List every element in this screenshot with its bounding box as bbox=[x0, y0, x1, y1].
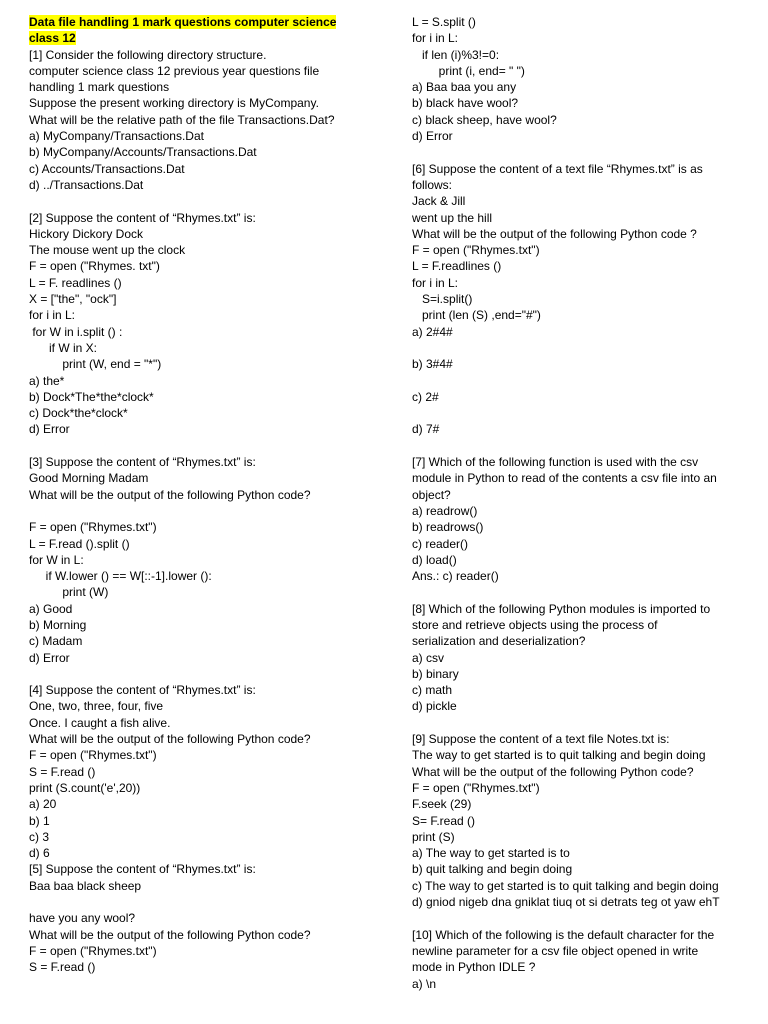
left-column-line: d) 6 bbox=[29, 846, 50, 861]
left-column-line: for W in i.split () : bbox=[29, 324, 123, 339]
left-column-line: c) Accounts/Transactions.Dat bbox=[29, 161, 185, 176]
left-column-line: What will be the relative path of the file Transactions.Dat? bbox=[29, 112, 335, 127]
right-column-line: [7] Which of the following function is used with the csv bbox=[412, 455, 699, 470]
right-column-line bbox=[412, 438, 757, 454]
right-column-line: F.seek (29) bbox=[412, 797, 472, 812]
left-column-line: have you any wool? bbox=[29, 911, 136, 926]
left-column-line: d) Error bbox=[29, 650, 70, 665]
left-column-line: a) MyCompany/Transactions.Dat bbox=[29, 129, 204, 144]
left-column-line: S = F.read () bbox=[29, 764, 96, 779]
right-column-line: object? bbox=[412, 487, 451, 502]
left-column-line: print (W, end = "*") bbox=[29, 357, 162, 372]
left-column-line: L = F. readlines () bbox=[29, 275, 122, 290]
right-column-line: b) black have wool? bbox=[412, 96, 519, 111]
left-column-line bbox=[29, 666, 379, 682]
right-column-line: store and retrieve objects using the process of bbox=[412, 617, 658, 632]
left-column-line: What will be the output of the following Python code? bbox=[29, 487, 311, 502]
right-column-line: went up the hill bbox=[412, 210, 493, 225]
left-column-line: b) Dock*The*the*clock* bbox=[29, 389, 154, 404]
right-column-line: a) 2#4# bbox=[412, 324, 453, 339]
right-column-line: for i in L: bbox=[412, 31, 459, 46]
right-column-line: a) The way to get started is to bbox=[412, 846, 570, 861]
left-column-line: [1] Consider the following directory structure. bbox=[29, 47, 267, 62]
left-column-line: F = open ("Rhymes. txt") bbox=[29, 259, 160, 274]
left-column-line bbox=[29, 438, 379, 454]
right-column-line bbox=[412, 910, 757, 926]
left-column-line: d) ../Transactions.Dat bbox=[29, 177, 144, 192]
left-column-line: F = open ("Rhymes.txt") bbox=[29, 748, 157, 763]
right-column-line: L = S.split () bbox=[412, 15, 476, 29]
right-column-line bbox=[412, 340, 757, 356]
right-column-line: d) gniod nigeb dna gniklat tiuq ot si detrats teg ot yaw ehT bbox=[412, 895, 720, 910]
left-lines bbox=[29, 47, 379, 976]
page-title: Data file handling 1 mark questions computer science class 12 bbox=[29, 15, 337, 46]
left-column-line: The mouse went up the clock bbox=[29, 243, 186, 258]
left-column-line: Hickory Dickory Dock bbox=[29, 226, 144, 241]
left-column-line: c) Madam bbox=[29, 634, 83, 649]
right-column-line: c) black sheep, have wool? bbox=[412, 112, 557, 127]
right-column-line: a) \n bbox=[412, 976, 437, 991]
left-column-line: What will be the output of the following Python code? bbox=[29, 927, 311, 942]
right-column-line: b) quit talking and begin doing bbox=[412, 862, 573, 877]
right-column-line: if len (i)%3!=0: bbox=[412, 47, 500, 62]
right-column-line: The way to get started is to quit talking and begin doing bbox=[412, 748, 706, 763]
right-column bbox=[412, 14, 757, 992]
left-column-line bbox=[29, 193, 379, 209]
left-column-line: X = ["the", "ock"] bbox=[29, 292, 117, 307]
left-column-line: a) 20 bbox=[29, 797, 57, 812]
left-column-line: c) 3 bbox=[29, 829, 50, 844]
right-column-line: [9] Suppose the content of a text file Notes.txt is: bbox=[412, 732, 670, 747]
left-column-line: c) Dock*the*clock* bbox=[29, 406, 128, 421]
right-column-line: F = open ("Rhymes.txt") bbox=[412, 780, 540, 795]
right-column-line bbox=[412, 144, 757, 160]
right-column-line bbox=[412, 405, 757, 421]
right-column-line: mode in Python IDLE ? bbox=[412, 960, 536, 975]
right-column-line: for i in L: bbox=[412, 275, 459, 290]
right-column-line: [6] Suppose the content of a text file “Rhymes.txt” is as bbox=[412, 161, 703, 176]
left-column-line: Once. I caught a fish alive. bbox=[29, 715, 171, 730]
left-column-line: b) MyCompany/Accounts/Transactions.Dat bbox=[29, 145, 257, 160]
left-column-line bbox=[29, 894, 379, 910]
left-column-line bbox=[29, 503, 379, 519]
title-wrap bbox=[29, 14, 359, 47]
right-column-line: F = open ("Rhymes.txt") bbox=[412, 243, 540, 258]
right-column-line: serialization and deserialization? bbox=[412, 634, 586, 649]
right-column-line: b) binary bbox=[412, 666, 459, 681]
right-column-line: c) math bbox=[412, 683, 453, 698]
left-column-line: F = open ("Rhymes.txt") bbox=[29, 520, 157, 535]
right-column-line: d) 7# bbox=[412, 422, 440, 437]
right-column-line: c) 2# bbox=[412, 389, 439, 404]
left-column-line: S = F.read () bbox=[29, 960, 96, 975]
right-column-line: module in Python to read of the contents a csv file into an bbox=[412, 471, 717, 486]
right-column-line bbox=[412, 584, 757, 600]
right-column-line: d) Error bbox=[412, 129, 453, 144]
right-column-line: newline parameter for a csv file object opened in write bbox=[412, 943, 699, 958]
right-column-line bbox=[412, 373, 757, 389]
right-lines bbox=[412, 14, 757, 992]
left-column-line: if W in X: bbox=[29, 340, 98, 355]
right-column-line: S=i.split() bbox=[412, 292, 473, 307]
left-column-line: if W.lower () == W[::-1].lower (): bbox=[29, 569, 212, 584]
left-column-line: for i in L: bbox=[29, 308, 76, 323]
left-column-line: a) the* bbox=[29, 373, 65, 388]
left-column-line: Good Morning Madam bbox=[29, 471, 149, 486]
right-column-line: b) 3#4# bbox=[412, 357, 453, 372]
left-column-line: b) 1 bbox=[29, 813, 50, 828]
left-column-line: What will be the output of the following Python code? bbox=[29, 732, 311, 747]
left-column-line: for W in L: bbox=[29, 552, 84, 567]
right-column-line: a) csv bbox=[412, 650, 445, 665]
left-column-line: One, two, three, four, five bbox=[29, 699, 164, 714]
right-column-line: What will be the output of the following Python code? bbox=[412, 764, 694, 779]
left-column-line: [2] Suppose the content of “Rhymes.txt” is: bbox=[29, 210, 256, 225]
right-column-line: L = F.readlines () bbox=[412, 259, 502, 274]
right-column-line: [10] Which of the following is the default character for the bbox=[412, 927, 715, 942]
right-column-line: S= F.read () bbox=[412, 813, 476, 828]
left-column-line: F = open ("Rhymes.txt") bbox=[29, 943, 157, 958]
left-column-line: handling 1 mark questions bbox=[29, 80, 170, 95]
left-column-line: computer science class 12 previous year questions file bbox=[29, 63, 320, 78]
left-column-line: [3] Suppose the content of “Rhymes.txt” is: bbox=[29, 455, 256, 470]
left-column-line: b) Morning bbox=[29, 617, 87, 632]
left-column-line: print (S.count('e',20)) bbox=[29, 780, 141, 795]
left-column-line: print (W) bbox=[29, 585, 109, 600]
right-column-line: [8] Which of the following Python modules is imported to bbox=[412, 601, 711, 616]
right-column-line: a) Baa baa you any bbox=[412, 80, 517, 95]
right-column-line: d) load() bbox=[412, 552, 457, 567]
left-column-line: Baa baa black sheep bbox=[29, 878, 142, 893]
right-column-line: b) readrows() bbox=[412, 520, 484, 535]
left-column-line: Suppose the present working directory is MyCompany. bbox=[29, 96, 319, 111]
right-column-line: follows: bbox=[412, 177, 453, 192]
left-column-line: [4] Suppose the content of “Rhymes.txt” is: bbox=[29, 683, 256, 698]
right-column-line: What will be the output of the following Python code ? bbox=[412, 226, 697, 241]
right-column-line: print (i, end= " ") bbox=[412, 63, 525, 78]
right-column-line: c) reader() bbox=[412, 536, 469, 551]
right-column-line: print (S) bbox=[412, 829, 455, 844]
right-column-line: print (len (S) ,end="#") bbox=[412, 308, 541, 323]
left-column bbox=[29, 14, 379, 976]
right-column-line: Jack & Jill bbox=[412, 194, 466, 209]
right-column-line bbox=[412, 715, 757, 731]
right-column-line: Ans.: c) reader() bbox=[412, 569, 499, 584]
right-column-line: c) The way to get started is to quit talking and begin doing bbox=[412, 878, 719, 893]
left-column-line: d) Error bbox=[29, 422, 70, 437]
left-column-line: a) Good bbox=[29, 601, 73, 616]
right-column-line: a) readrow() bbox=[412, 503, 478, 518]
left-column-line: [5] Suppose the content of “Rhymes.txt” is: bbox=[29, 862, 256, 877]
left-column-line: L = F.read ().split () bbox=[29, 536, 130, 551]
right-column-line: d) pickle bbox=[412, 699, 457, 714]
